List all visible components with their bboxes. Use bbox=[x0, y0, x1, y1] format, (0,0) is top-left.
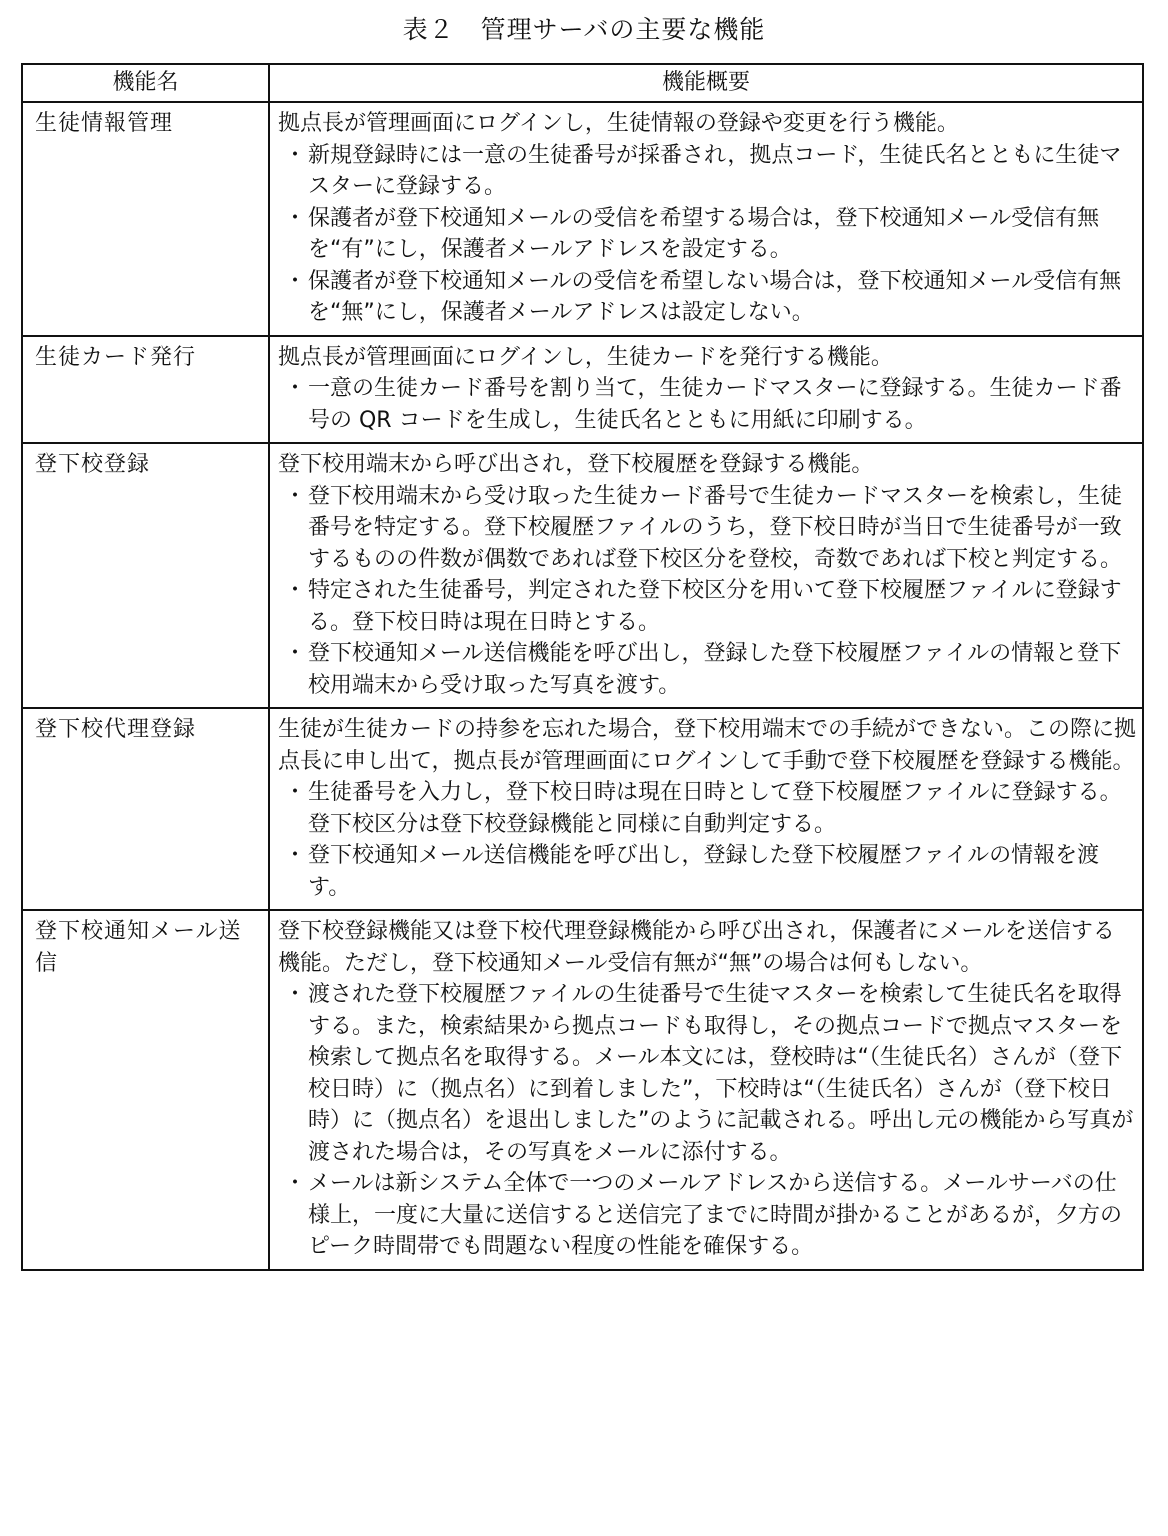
function-name-cell: 生徒カード発行 bbox=[22, 336, 269, 444]
bullet-text: メールは新システム全体で一つのメールアドレスから送信する。メールサーバの仕様上，一度に大量に送信すると送信完了までに時間が掛かることがあるが，夕方のピーク時間帯でも問題ない程度の性能を確保する。 bbox=[308, 1171, 1123, 1259]
function-name-cell: 登下校通知メール送信 bbox=[22, 910, 269, 1270]
bullet-marker: ・ bbox=[284, 142, 307, 168]
summary-bullet bbox=[278, 777, 1136, 840]
function-name-cell: 登下校登録 bbox=[22, 443, 269, 708]
summary-intro: 拠点長が管理画面にログインし，生徒情報の登録や変更を行う機能。 bbox=[278, 111, 959, 136]
table-row bbox=[22, 336, 1143, 444]
table-body bbox=[22, 102, 1143, 1270]
table-row bbox=[22, 443, 1143, 708]
summary-intro: 拠点長が管理画面にログインし，生徒カードを発行する機能。 bbox=[278, 344, 893, 370]
bullet-text: 保護者が登下校通知メールの受信を希望する場合は，登下校通知メール受信有無を“有”にし，保護者メールアドレスを設定する。 bbox=[308, 205, 1100, 262]
function-table bbox=[21, 63, 1144, 1271]
bullet-text: 一意の生徒カード番号を割り当て，生徒カードマスターに登録する。生徒カード番号の QR コードを生成し，生徒氏名とともに用紙に印刷する。 bbox=[308, 376, 1122, 433]
header-function-summary: 機能概要 bbox=[269, 64, 1143, 102]
bullet-text: 登下校通知メール送信機能を呼び出し，登録した登下校履歴ファイルの情報を渡す。 bbox=[308, 843, 1100, 900]
bullet-marker: ・ bbox=[284, 268, 307, 294]
bullet-marker: ・ bbox=[284, 483, 307, 509]
function-name-cell: 登下校代理登録 bbox=[22, 708, 269, 910]
bullet-text: 渡された登下校履歴ファイルの生徒番号で生徒マスターを検索して生徒氏名を取得する。また，検索結果から拠点コードも取得し，その拠点コードで拠点マスターを検索して拠点名を取得する。メール本文には，登校時は“（生徒氏名）さんが（登下校日時）に（拠点名）に到着しました”，下校時は“（生徒氏名）さんが（登下校日時）に（拠点名）を退出しました”のように記載される。呼出し元の機能から写真が渡された場合は，その写真をメールに添付する。 bbox=[308, 982, 1134, 1165]
bullet-text: 登下校通知メール送信機能を呼び出し，登録した登下校履歴ファイルの情報と登下校用端末から受け取った写真を渡す。 bbox=[308, 641, 1122, 698]
bullet-text: 特定された生徒番号，判定された登下校区分を用いて登下校履歴ファイルに登録する。登下校日時は現在日時とする。 bbox=[308, 578, 1122, 635]
summary-bullet bbox=[278, 840, 1136, 903]
summary-bullet bbox=[278, 575, 1136, 638]
bullet-marker: ・ bbox=[284, 1171, 307, 1196]
summary-intro: 生徒が生徒カードの持参を忘れた場合，登下校用端末での手続ができない。この際に拠点長に申し出て，拠点長が管理画面にログインして手動で登下校履歴を登録する機能。 bbox=[278, 717, 1137, 774]
summary-bullet bbox=[278, 266, 1136, 329]
bullet-text: 登下校用端末から受け取った生徒カード番号で生徒カードマスターを検索し，生徒番号を特定する。登下校履歴ファイルのうち，登下校日時が当日で生徒番号が一致するものの件数が偶数であれば登下校区分を登校，奇数であれば下校と判定する。 bbox=[308, 483, 1123, 572]
bullet-marker: ・ bbox=[284, 982, 307, 1007]
header-row bbox=[22, 64, 1143, 102]
summary-bullet bbox=[278, 481, 1136, 576]
function-summary-cell bbox=[269, 336, 1143, 444]
table-caption: 表２ 管理サーバの主要な機能 bbox=[402, 15, 766, 44]
bullet-text: 生徒番号を入力し，登下校日時は現在日時として登下校履歴ファイルに登録する。登下校区分は登下校登録機能と同様に自動判定する。 bbox=[308, 780, 1122, 837]
summary-bullet bbox=[278, 203, 1136, 266]
function-name-cell: 生徒情報管理 bbox=[22, 102, 269, 336]
table-row bbox=[22, 708, 1143, 910]
function-summary-cell bbox=[269, 708, 1143, 910]
bullet-marker: ・ bbox=[284, 205, 307, 231]
table-row bbox=[22, 910, 1143, 1270]
bullet-marker: ・ bbox=[284, 641, 307, 666]
summary-bullet bbox=[278, 979, 1136, 1168]
function-summary-cell bbox=[269, 102, 1143, 336]
table-row bbox=[22, 102, 1143, 336]
function-summary-cell bbox=[269, 910, 1143, 1270]
bullet-marker: ・ bbox=[284, 578, 307, 603]
function-summary-cell bbox=[269, 443, 1143, 708]
table-header bbox=[22, 64, 1143, 102]
bullet-marker: ・ bbox=[284, 843, 307, 868]
summary-bullet bbox=[278, 638, 1136, 701]
summary-bullet bbox=[278, 373, 1136, 436]
summary-bullet bbox=[278, 1168, 1136, 1263]
bullet-marker: ・ bbox=[284, 376, 307, 401]
summary-intro: 登下校登録機能又は登下校代理登録機能から呼び出され，保護者にメールを送信する機能。ただし，登下校通知メール受信有無が“無”の場合は何もしない。 bbox=[278, 919, 1115, 976]
bullet-text: 保護者が登下校通知メールの受信を希望しない場合は，登下校通知メール受信有無を“無”にし，保護者メールアドレスは設定しない。 bbox=[308, 268, 1122, 325]
summary-bullet bbox=[278, 140, 1136, 203]
bullet-marker: ・ bbox=[284, 780, 307, 805]
summary-intro: 登下校用端末から呼び出され，登下校履歴を登録する機能。 bbox=[278, 452, 874, 477]
header-function-name: 機能名 bbox=[22, 64, 269, 102]
bullet-text: 新規登録時には一意の生徒番号が採番され，拠点コード，生徒氏名とともに生徒マスターに登録する。 bbox=[308, 142, 1122, 199]
